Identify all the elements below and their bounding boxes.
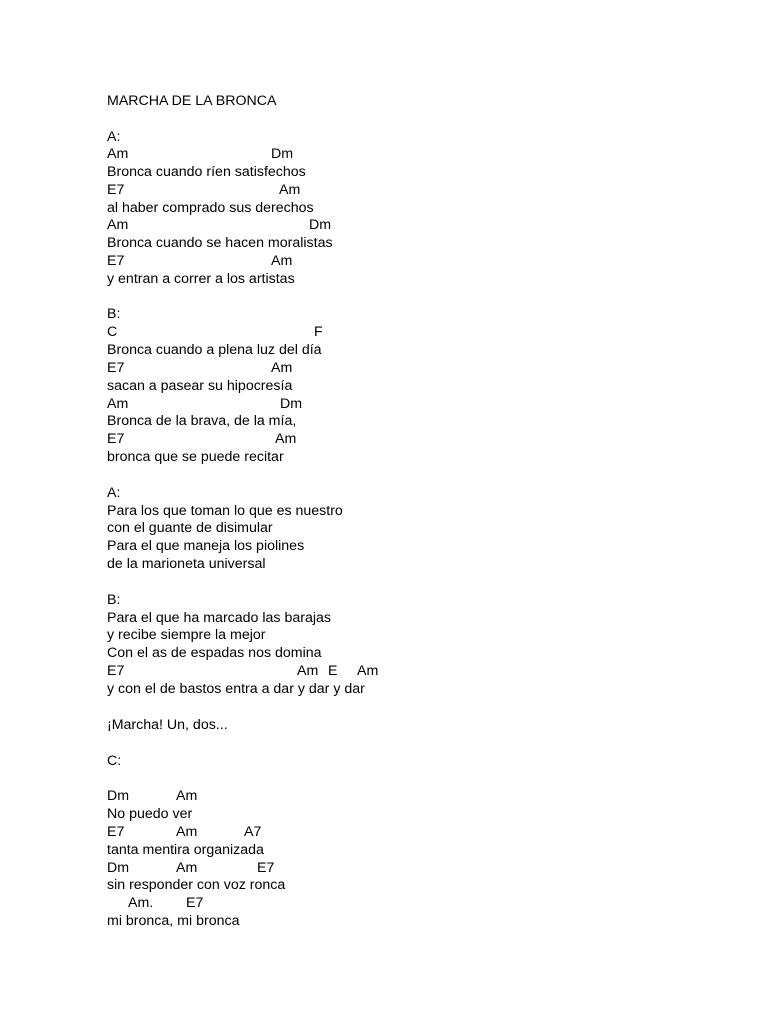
chord: Am. — [128, 895, 154, 911]
chord: E7 — [107, 431, 125, 447]
chord: Am — [271, 360, 293, 376]
section-label: A: — [107, 485, 121, 501]
chord: E7 — [186, 895, 204, 911]
lyric-line: Para los que toman lo que es nuestro — [107, 503, 343, 519]
chord: Dm — [309, 217, 332, 233]
chord: E7 — [257, 860, 275, 876]
lyric-line: mi bronca, mi bronca — [107, 913, 240, 929]
chord: Dm — [107, 860, 130, 876]
lyric-line: y con el de bastos entra a dar y dar y dar — [107, 681, 365, 697]
lyric-line: tanta mentira organizada — [107, 842, 264, 858]
chord: C — [107, 324, 118, 340]
lyric-line: Bronca de la brava, de la mía, — [107, 413, 297, 429]
chord: Am — [271, 253, 293, 269]
section-label: B: — [107, 592, 121, 608]
lyric-line: con el guante de disimular — [107, 520, 273, 536]
section-label: B: — [107, 306, 121, 322]
chord: Am — [107, 146, 129, 162]
lyric-line: No puedo ver — [107, 806, 193, 822]
chord: Am — [275, 431, 297, 447]
lyric-line: ¡Marcha! Un, dos... — [107, 717, 228, 733]
lyric-line: sacan a pasear su hipocresía — [107, 378, 293, 394]
chord: A7 — [244, 824, 262, 840]
chord: E7 — [107, 824, 125, 840]
lyric-line: al haber comprado sus derechos — [107, 200, 314, 216]
chord: Am — [176, 860, 198, 876]
chord: E — [328, 663, 338, 679]
section-label: C: — [107, 753, 122, 769]
chord: Dm — [107, 788, 130, 804]
lyric-line: bronca que se puede recitar — [107, 449, 284, 465]
chord: E7 — [107, 182, 125, 198]
chord: Am — [357, 663, 379, 679]
chord: E7 — [107, 253, 125, 269]
chord: Am — [279, 182, 301, 198]
lyric-line: sin responder con voz ronca — [107, 877, 286, 893]
chord: E7 — [107, 360, 125, 376]
lyric-line: Para el que ha marcado las barajas — [107, 610, 331, 626]
lyric-line: y recibe siempre la mejor — [107, 627, 266, 643]
lyric-line: de la marioneta universal — [107, 556, 266, 572]
lyric-line: Bronca cuando a plena luz del día — [107, 342, 322, 358]
chord: Am — [176, 788, 198, 804]
lyric-line: y entran a correr a los artistas — [107, 271, 295, 287]
chord: Am — [107, 396, 129, 412]
chord: F — [314, 324, 323, 340]
lyric-line: Con el as de espadas nos domina — [107, 645, 322, 661]
lyric-line: Bronca cuando ríen satisfechos — [107, 164, 306, 180]
chord: Am — [107, 217, 129, 233]
chord: Dm — [280, 396, 303, 412]
chord: Am — [297, 663, 319, 679]
lyric-line: Para el que maneja los piolines — [107, 538, 305, 554]
song-title: MARCHA DE LA BRONCA — [107, 93, 277, 109]
chord: E7 — [107, 663, 125, 679]
chord: Am — [176, 824, 198, 840]
section-label: A: — [107, 129, 121, 145]
lyric-line: Bronca cuando se hacen moralistas — [107, 235, 333, 251]
chord: Dm — [271, 146, 294, 162]
